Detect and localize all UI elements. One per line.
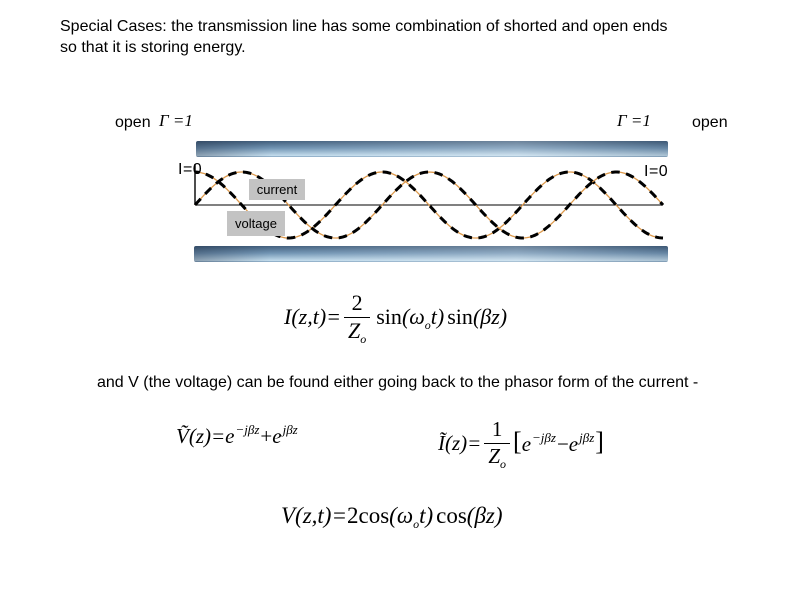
eq-phasor-v-row: Ṽ(z)= e −jβz + e jβz [176,422,298,448]
fraction-numerator: 2 [351,290,363,315]
left-open-label: open [115,114,151,131]
right-open-label: open [692,114,728,131]
equation-phasor-current [438,417,604,471]
fraction-denominator: $Z_o$ [484,443,510,467]
eq-voltage-row: V(z,t)= 2 cos (ω o t) cos (βz) [281,503,503,531]
equation-voltage-time [281,503,503,529]
current-tag [249,179,305,200]
i-zero-left-label: I=0 [178,161,203,178]
title-text [60,16,765,58]
eq-phasor-i-rhs: [ e −jβz − e jβz ] [513,427,604,456]
eq-current-fraction [344,290,370,346]
eq-current-lhs: I(z,t)= [284,304,341,329]
body-sentence: and V (the voltage) can be found either going back to the phasor form of the current - [97,374,699,391]
eq-phasor-i-fraction [484,417,510,471]
eq-current-rhs: sin (ω o t) sin (βz) [376,304,508,332]
equation-phasor-voltage [176,424,299,449]
fraction-numerator: 1 [491,417,503,441]
title-line-1: Special Cases: the transmission line has some combination of shorted and open ends [60,18,668,35]
left-gamma-label: Γ =1 [159,111,193,130]
voltage-tag-label: voltage [235,216,277,231]
top-conductor-bar [196,141,668,157]
current-tag-label: current [256,182,298,197]
i-zero-right-label: I=0 [644,163,669,180]
equation-current-time [284,290,508,346]
right-gamma-label: Γ =1 [617,111,651,130]
standing-wave-svg [180,158,675,253]
title-line-2: so that it is storing energy. [60,39,246,56]
voltage-tag [227,211,285,236]
fraction-denominator: $Z_o$ [344,317,370,342]
eq-phasor-i-lhs: Ĩ(z)= [438,430,482,455]
